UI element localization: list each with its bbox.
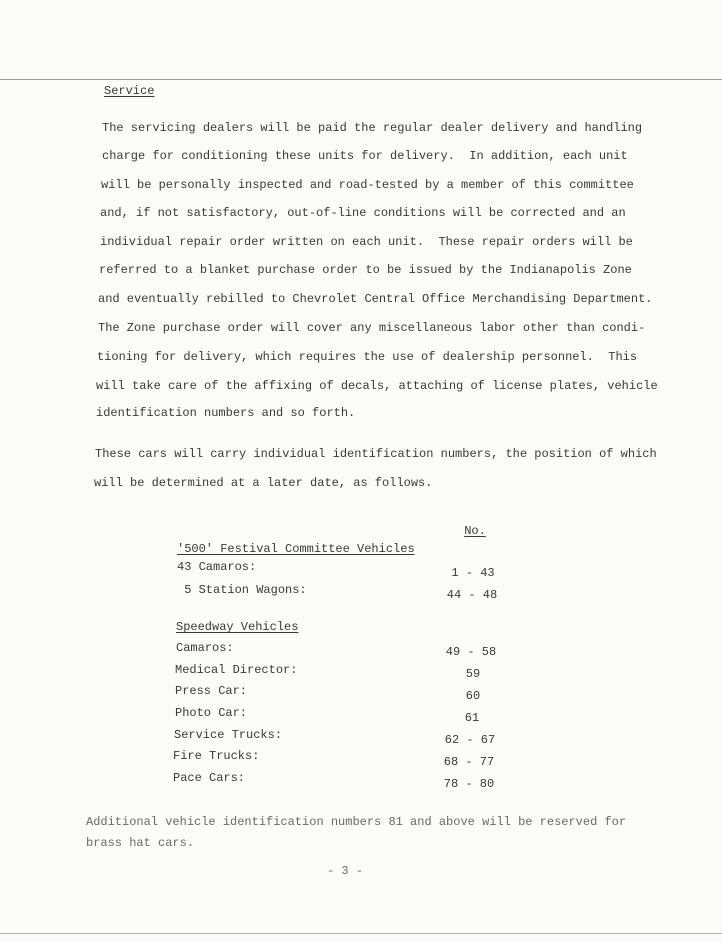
row-number: 1 - 43 [451, 566, 495, 580]
text-line: charge for conditioning these units for delivery. In addition, each unit [102, 149, 628, 163]
text-line: will take care of the affixing of decals, attaching of license plates, vehicle [96, 379, 658, 393]
row-number: 78 - 80 [443, 777, 495, 791]
text-line: The servicing dealers will be paid the regular dealer delivery and handling [102, 121, 643, 135]
row-label: Pace Cars: [173, 771, 246, 785]
row-label: 43 Camaros: [177, 560, 257, 574]
group-heading: Speedway Vehicles [176, 620, 299, 634]
row-label: 5 Station Wagons: [177, 583, 307, 597]
row-number: 62 - 67 [444, 733, 496, 747]
row-number: 44 - 48 [446, 588, 498, 602]
text-line: Additional vehicle identification numbers 81 and above will be reserved for [86, 815, 627, 829]
text-line: will be personally inspected and road-tested by a member of this committee [101, 178, 634, 192]
row-label: Press Car: [175, 684, 248, 698]
row-number: 60 [465, 689, 481, 703]
text-line: individual repair order written on each unit. These repair orders will be [100, 235, 633, 249]
text-line: tioning for delivery, which requires the use of dealership personnel. This [97, 350, 638, 364]
section-heading: Service [104, 84, 155, 98]
row-number: 68 - 77 [443, 755, 495, 769]
row-label: Medical Director: [175, 663, 298, 677]
text-line: brass hat cars. [86, 836, 195, 850]
number-column-header: No. [464, 524, 486, 538]
row-label: Photo Car: [175, 706, 248, 720]
row-label: Fire Trucks: [173, 749, 260, 763]
row-number: 49 - 58 [445, 645, 497, 659]
text-line: These cars will carry individual identification numbers, the position of which [95, 447, 657, 461]
text-line: identification numbers and so forth. [96, 406, 356, 420]
page-number: - 3 - [327, 864, 364, 878]
row-label: Service Trucks: [174, 728, 283, 742]
row-number: 61 [464, 711, 480, 725]
text-line: and, if not satisfactory, out-of-line conditions will be corrected and an [100, 206, 626, 220]
text-line: The Zone purchase order will cover any miscellaneous labor other than condi- [98, 321, 646, 335]
bottom-rule [0, 933, 722, 934]
text-line: referred to a blanket purchase order to be issued by the Indianapolis Zone [99, 263, 632, 277]
text-line: will be determined at a later date, as follows. [94, 476, 433, 490]
row-label: Camaros: [176, 641, 234, 655]
group-heading: '500' Festival Committee Vehicles [177, 542, 415, 556]
text-line: and eventually rebilled to Chevrolet Central Office Merchandising Department. [98, 292, 653, 306]
row-number: 59 [465, 667, 481, 681]
top-rule [0, 79, 722, 80]
